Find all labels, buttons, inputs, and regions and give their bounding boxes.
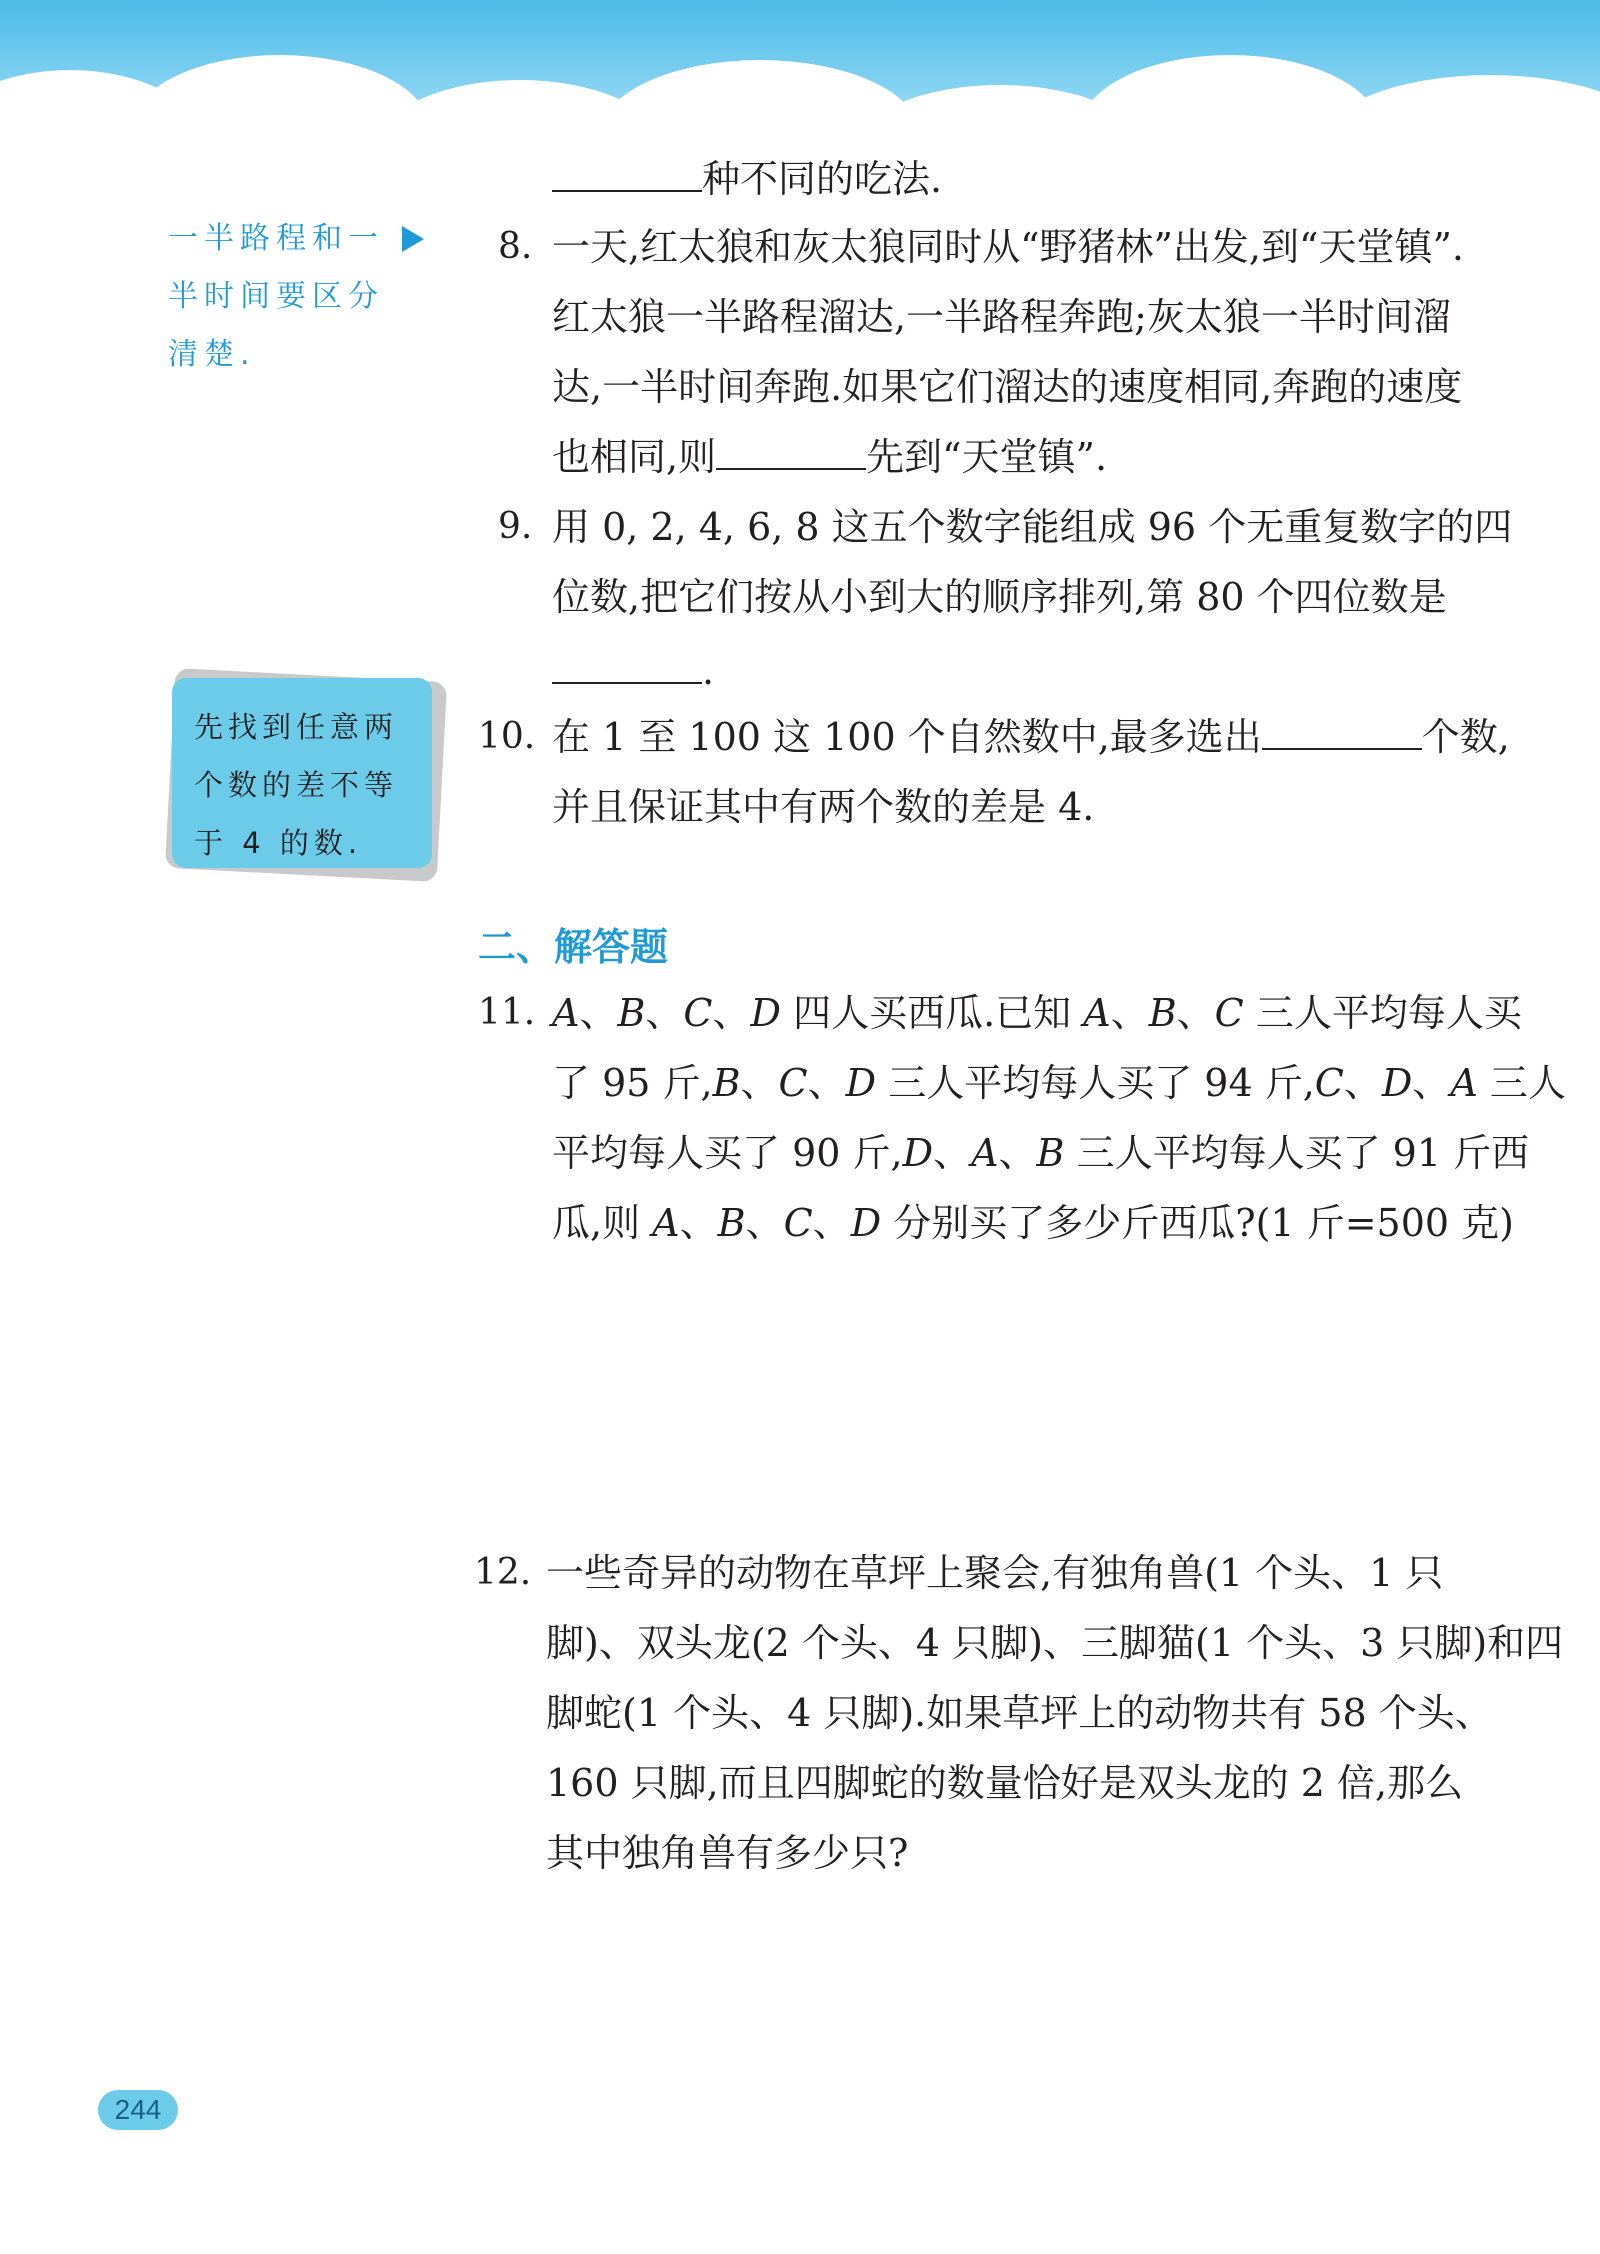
separator: 、 <box>1176 991 1215 1035</box>
question-12-line: 脚蛇(1 个头、4 只脚).如果草坪上的动物共有 58 个头、 <box>546 1691 1493 1735</box>
variable-a: A <box>652 1201 680 1245</box>
question-8-text: 先到“天堂镇”. <box>866 435 1108 479</box>
side-note-line: 半时间要区分 <box>168 279 384 314</box>
question-12-line: 脚)、双头龙(2 个头、4 只脚)、三脚猫(1 个头、3 只脚)和四 <box>546 1621 1564 1665</box>
tip-text <box>194 698 398 872</box>
variable-a: A <box>971 1131 999 1175</box>
question-8-text: 也相同,则 <box>552 435 717 479</box>
question-12-line: 一些奇异的动物在草坪上聚会,有独角兽(1 个头、1 只 <box>546 1551 1444 1595</box>
separator: 、 <box>998 1131 1037 1175</box>
question-9-line: 用 0, 2, 4, 6, 8 这五个数字能组成 96 个无重复数字的四 <box>552 505 1513 549</box>
question-11-text: 三人平均每人买 <box>1243 991 1522 1035</box>
variable-a: A <box>1083 991 1111 1035</box>
question-11-line <box>552 1058 1566 1108</box>
question-7-tail <box>552 154 942 204</box>
question-11-text: 瓜,则 <box>552 1201 653 1245</box>
variable-b: B <box>717 1201 746 1245</box>
question-10-line: 并且保证其中有两个数的差是 4. <box>552 785 1095 829</box>
question-number: 11. <box>478 992 536 1033</box>
variable-c: C <box>1214 991 1244 1035</box>
separator: 、 <box>807 1061 846 1105</box>
answer-blank[interactable] <box>1262 714 1422 750</box>
question-11-line <box>552 1198 1514 1248</box>
question-7-tail-text: 种不同的吃法. <box>702 157 943 201</box>
answer-blank[interactable] <box>552 648 702 684</box>
question-8-line: 一天,红太狼和灰太狼同时从“野猪林”出发,到“天堂镇”. <box>552 225 1464 269</box>
variable-a: A <box>1450 1061 1478 1105</box>
variable-d: D <box>750 991 781 1035</box>
separator: 、 <box>812 1201 851 1245</box>
section-title: 二、解答题 <box>478 925 669 969</box>
variable-c: C <box>1314 1061 1344 1105</box>
variable-b: B <box>1036 1131 1065 1175</box>
question-11-text: 四人买西瓜.已知 <box>780 991 1084 1035</box>
separator: 、 <box>1110 991 1149 1035</box>
variable-d: D <box>850 1201 882 1245</box>
question-12-line: 其中独角兽有多少只? <box>546 1831 909 1875</box>
separator: 、 <box>579 991 618 1035</box>
tip-line: 于 4 的数. <box>194 826 363 860</box>
answer-area[interactable] <box>546 1900 1506 2060</box>
question-9-text: . <box>702 649 715 693</box>
separator: 、 <box>1412 1061 1451 1105</box>
question-11-text: 三人平均每人买了 94 斤, <box>876 1061 1315 1105</box>
variable-d: D <box>902 1131 934 1175</box>
question-11-text: 三人平均每人买了 91 斤西 <box>1064 1131 1530 1175</box>
side-note <box>168 210 384 384</box>
question-11-text: 分别买了多少斤西瓜?(1 斤=500 克) <box>881 1201 1514 1245</box>
question-11-line <box>552 1128 1529 1178</box>
question-11-text: 平均每人买了 90 斤, <box>552 1131 903 1175</box>
separator: 、 <box>740 1061 779 1105</box>
side-note-line: 一半路程和一 <box>168 221 384 256</box>
variable-d: D <box>1381 1061 1413 1105</box>
variable-b: B <box>1148 991 1177 1035</box>
separator: 、 <box>679 1201 718 1245</box>
question-8-line: 达,一半时间奔跑.如果它们溜达的速度相同,奔跑的速度 <box>552 365 1463 409</box>
question-11-text: 了 95 斤, <box>552 1061 713 1105</box>
question-number: 9. <box>498 506 533 547</box>
variable-d: D <box>845 1061 877 1105</box>
separator: 、 <box>933 1131 972 1175</box>
question-9-line: 位数,把它们按从小到大的顺序排列,第 80 个四位数是 <box>552 575 1447 619</box>
side-note-line: 清楚. <box>168 337 256 372</box>
answer-blank[interactable] <box>716 434 866 470</box>
tip-line: 个数的差不等 <box>194 768 399 802</box>
question-11-line <box>552 988 1522 1038</box>
variable-b: B <box>617 991 646 1035</box>
tip-line: 先找到任意两 <box>194 710 399 744</box>
variable-c: C <box>783 1201 813 1245</box>
question-number: 8. <box>498 226 533 267</box>
separator: 、 <box>645 991 684 1035</box>
answer-blank[interactable] <box>552 156 702 192</box>
variable-a: A <box>552 991 580 1035</box>
separator: 、 <box>712 991 751 1035</box>
answer-area[interactable] <box>552 1270 1512 1530</box>
question-10-text: 个数, <box>1421 715 1510 759</box>
question-number: 12. <box>474 1552 532 1593</box>
question-8-line: 红太狼一半路程溜达,一半路程奔跑;灰太狼一半时间溜 <box>552 295 1451 339</box>
page-number: 244 <box>98 2090 178 2130</box>
variable-b: B <box>712 1061 741 1105</box>
variable-c: C <box>778 1061 808 1105</box>
question-11-text: 三人 <box>1477 1061 1566 1105</box>
question-number: 10. <box>478 716 536 757</box>
variable-c: C <box>683 991 713 1035</box>
separator: 、 <box>1343 1061 1382 1105</box>
question-12-line: 160 只脚,而且四脚蛇的数量恰好是双头龙的 2 倍,那么 <box>546 1761 1464 1805</box>
arrow-right-icon <box>402 226 424 252</box>
question-10-line <box>552 712 1510 762</box>
question-8-line <box>552 432 1107 482</box>
separator: 、 <box>745 1201 784 1245</box>
question-10-text: 在 1 至 100 这 100 个自然数中,最多选出 <box>552 715 1262 759</box>
question-9-line <box>552 646 714 696</box>
